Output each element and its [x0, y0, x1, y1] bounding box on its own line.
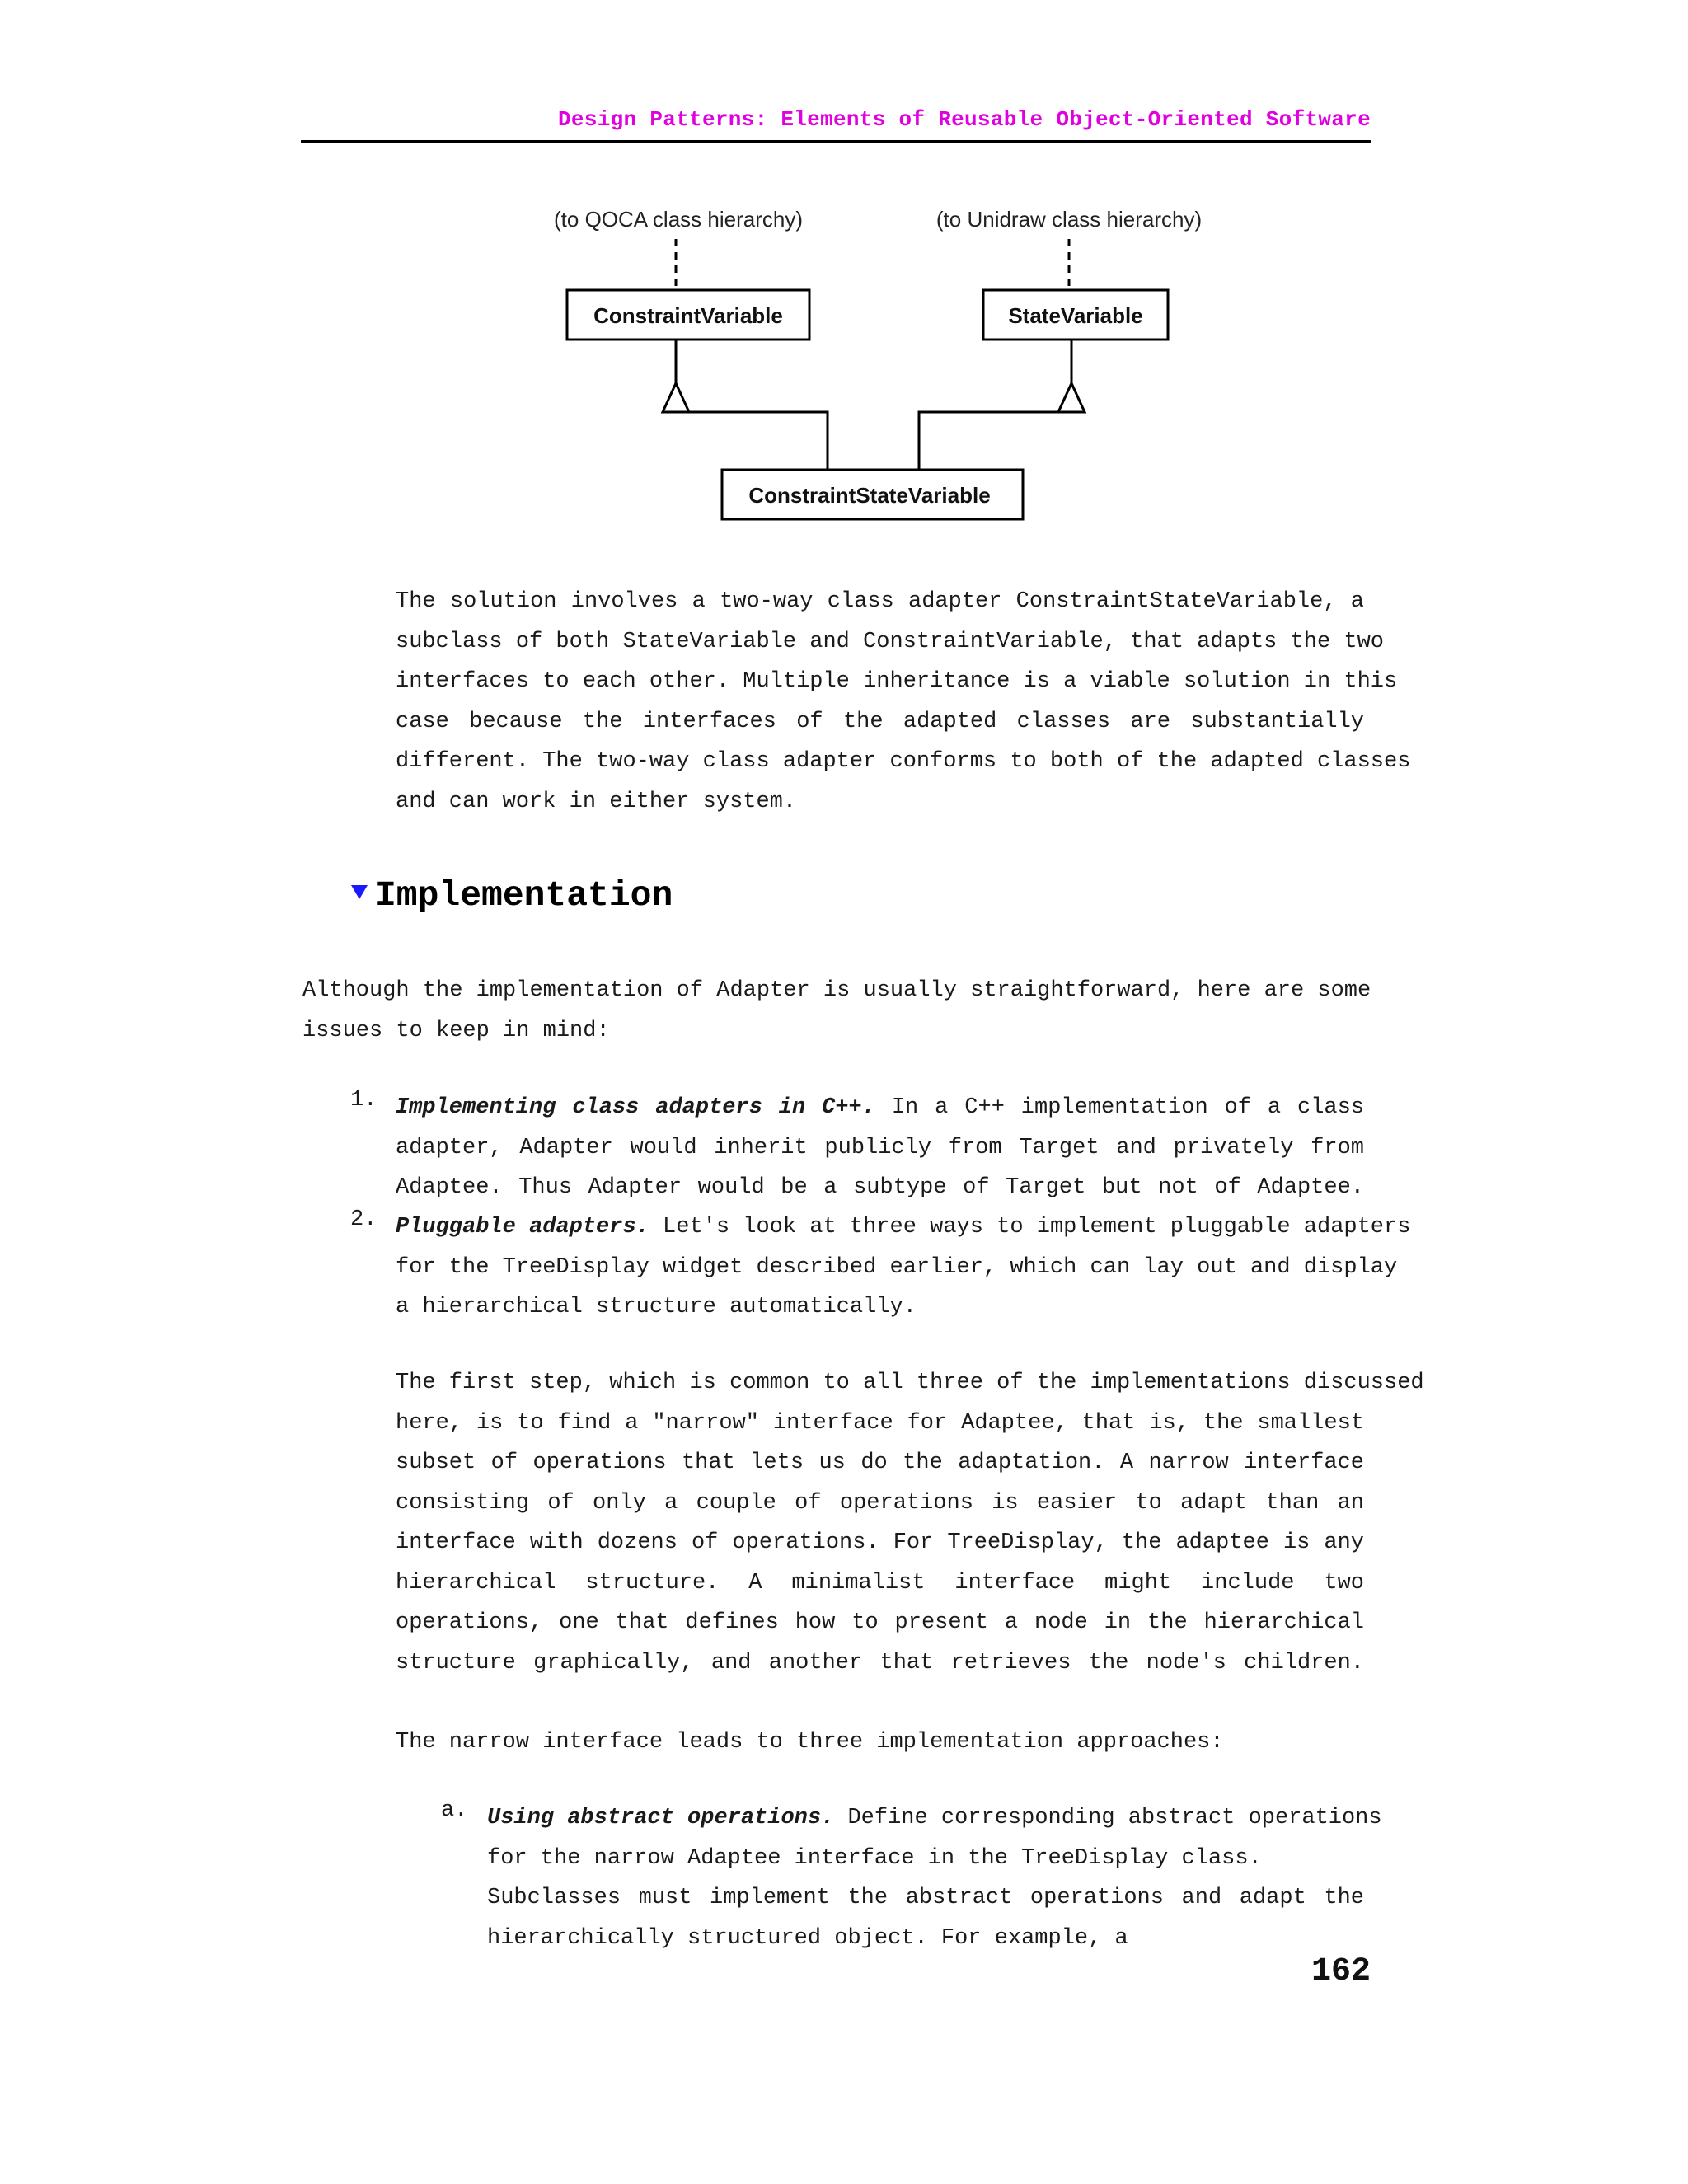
- text-line: consisting of only a couple of operations is easier to adapt than an: [396, 1490, 1364, 1516]
- narrow-interface-paragraph: [396, 1363, 1424, 1683]
- sub-list-marker: a.: [441, 1798, 468, 1823]
- item-first-rest: In a C++ implementation of a class: [874, 1095, 1365, 1120]
- running-header: Design Patterns: Elements of Reusable Object-Oriented Software: [558, 107, 1371, 132]
- text-line: The first step, which is common to all three of the implementations discussed: [396, 1371, 1424, 1395]
- left-hierarchy-note: (to QOCA class hierarchy): [554, 207, 803, 232]
- text-line: [396, 1088, 1364, 1128]
- text-line: Adaptee. Thus Adapter would be a subtype of Target but not of Adaptee.: [396, 1175, 1364, 1200]
- item-lead: Pluggable adapters.: [396, 1215, 649, 1240]
- right-hierarchy-note: (to Unidraw class hierarchy): [935, 207, 1203, 232]
- left-inheritance-triangle: [663, 383, 689, 412]
- text-line: [396, 1207, 1411, 1248]
- item-lead: Using abstract operations.: [487, 1806, 835, 1830]
- text-line: hierarchical structure. A minimalist interface might include two: [396, 1570, 1364, 1596]
- text-line: [487, 1798, 1382, 1839]
- text-line: Subclasses must implement the abstract operations and adapt the: [487, 1886, 1364, 1910]
- section-triangle-icon[interactable]: [351, 885, 368, 900]
- text-line: interface with dozens of operations. For TreeDisplay, the adaptee is any: [396, 1530, 1364, 1555]
- right-inheritance-connector: [919, 412, 1071, 470]
- list-item-1: [396, 1088, 1364, 1208]
- item-first-rest: Let's look at three ways to implement pluggable adapters: [649, 1215, 1411, 1240]
- constraint-state-variable-label: ConstraintStateVariable: [748, 483, 991, 508]
- state-variable-label: StateVariable: [1008, 303, 1143, 328]
- class-diagram: [0, 0, 1688, 577]
- text-line: subclass of both StateVariable and ConstraintVariable, that adapts the two: [396, 629, 1384, 654]
- text-line: hierarchically structured object. For example, a: [487, 1925, 1128, 1951]
- text-line: operations, one that defines how to present a node in the hierarchical: [396, 1610, 1364, 1635]
- text-line: for the TreeDisplay widget described earlier, which can lay out and display: [396, 1254, 1398, 1280]
- text-line: for the narrow Adaptee interface in the TreeDisplay class.: [487, 1845, 1262, 1871]
- sub-list-item-a: [487, 1798, 1382, 1958]
- text-line: The narrow interface leads to three implementation approaches:: [396, 1730, 1224, 1755]
- solution-paragraph: [396, 582, 1411, 822]
- section-heading: Implementation: [375, 875, 673, 916]
- text-line: subset of operations that lets us do the adaptation. A narrow interface: [396, 1451, 1364, 1475]
- left-inheritance-connector: [676, 412, 828, 470]
- text-line: a hierarchical structure automatically.: [396, 1295, 917, 1319]
- text-line: structure graphically, and another that retrieves the node's children.: [396, 1650, 1364, 1675]
- text-line: different. The two-way class adapter conforms to both of the adapted classes: [396, 749, 1411, 774]
- text-line: Although the implementation of Adapter is usually straightforward, here are some: [302, 978, 1372, 1003]
- intro-paragraph: [302, 971, 1372, 1051]
- constraint-variable-label: ConstraintVariable: [593, 303, 783, 328]
- text-line: here, is to find a "narrow" interface for Adaptee, that is, the smallest: [396, 1410, 1364, 1436]
- text-line: and can work in either system.: [396, 789, 797, 814]
- text-line: case because the interfaces of the adapted classes are substantially: [396, 709, 1364, 734]
- text-line: interfaces to each other. Multiple inheritance is a viable solution in this: [396, 669, 1398, 694]
- text-line: adapter, Adapter would inherit publicly from Target and privately from: [396, 1135, 1364, 1160]
- text-line: The solution involves a two-way class adapter ConstraintStateVariable, a: [396, 589, 1364, 614]
- page-number: 162: [1311, 1953, 1371, 1990]
- right-inheritance-triangle: [1058, 383, 1085, 412]
- list-marker: 1.: [350, 1088, 377, 1113]
- list-marker: 2.: [350, 1207, 377, 1232]
- approaches-intro: [396, 1722, 1364, 1763]
- list-item-2: [396, 1207, 1411, 1328]
- item-first-rest: Define corresponding abstract operations: [834, 1806, 1382, 1830]
- text-line: issues to keep in mind:: [302, 1018, 610, 1043]
- item-lead: Implementing class adapters in C++.: [396, 1095, 875, 1120]
